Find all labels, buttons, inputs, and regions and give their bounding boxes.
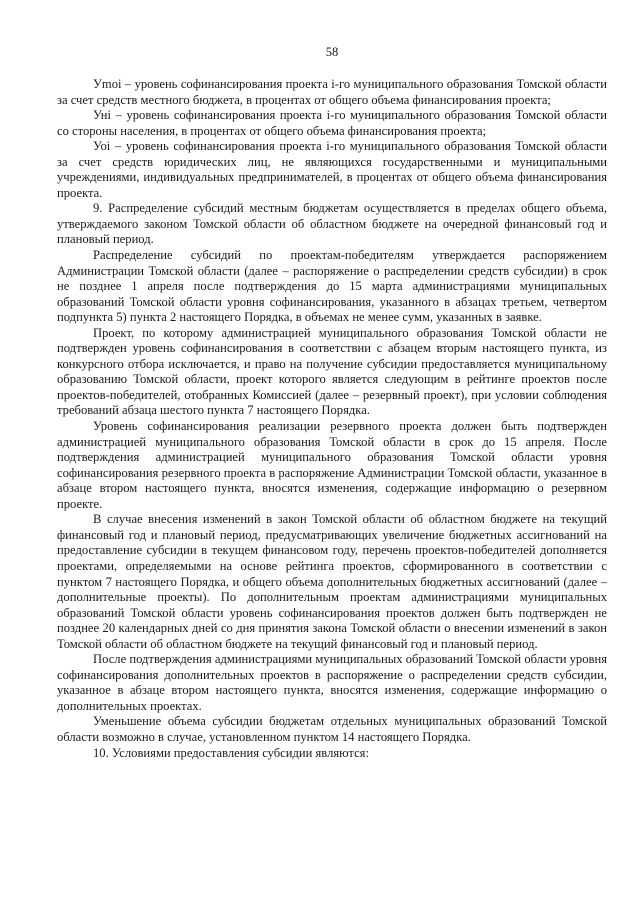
paragraph-yoi-definition: Уоі – уровень софинансирования проекта i-го муниципального образования Томской области за счет средств юридических лиц, не являющихся государственными и муниципальными учреждениями, индивидуальных предпринимателей, в процентах от общего объема финансирования проекта. [57, 139, 607, 200]
paragraph-item-9: 9. Распределение субсидий местным бюджетам осуществляется в пределах общего объема, утверждаемого законом Томской области об областном бюджете на очередной финансовый год и плановый период. [57, 201, 607, 247]
paragraph-additional-projects: В случае внесения изменений в закон Томской области об областном бюджете на текущий финансовый год и плановый период, предусматривающих увеличение бюджетных ассигнований на предоставление субсидии в текущем финансовом году, перечень проектов-победителей дополняется проектами, определяемыми на основе рейтинга проектов, сформированного в соответствии с пунктом 7 настоящего Порядка, и общего объема дополнительных бюджетных ассигнований (далее – дополнительные проекты). По дополнительным проектам администрациями муниципальных образований Томской области уровень софинансирования проектов должен быть подтвержден не позднее 20 календарных дней со дня принятия закона Томской области о внесении изменений в закон Томской области об областном бюджете на текущий финансовый год и плановый период. [57, 512, 607, 651]
page-number: 58 [325, 45, 339, 59]
paragraph-ymoi-definition: Уmoi – уровень софинансирования проекта i-го муниципального образования Томской области за счет средств местного бюджета, в процентах от общего объема финансирования проекта; [57, 77, 607, 107]
paragraph-subsidy-reduction: Уменьшение объема субсидии бюджетам отдельных муниципальных образований Томской области возможно в случае, установленном пунктом 14 настоящего Порядка. [57, 714, 607, 744]
paragraph-reserve-project: Проект, по которому администрацией муниципального образования Томской области не подтвержден уровень софинансирования в соответствии с абзацем вторым настоящего пункта, из конкурсного отбора исключается, и право на получение субсидии предоставляется муниципальному образованию Томской области, проект которого является следующим в рейтинге проектов после проектов-победителей, отобранных Комиссией (далее – резервный проект), при условии соблюдения требований абзаца шестого пункта 7 настоящего Порядка. [57, 325, 607, 418]
paragraph-item-10: 10. Условиями предоставления субсидии являются: [93, 745, 369, 760]
paragraph-yni-definition: Уні – уровень софинансирования проекта i-го муниципального образования Томской области со стороны населения, в процентах от общего объема финансирования проекта; [57, 108, 607, 138]
paragraph-reserve-cofinancing: Уровень софинансирования реализации резервного проекта должен быть подтвержден администрацией муниципального образования Томской области в срок до 15 апреля. После подтверждения администрацией муниципального образования Томской области уровня софинансирования резервного проекта в распоряжение Администрации Томской области, указанное в абзаце втором настоящего пункта, вносятся изменения, содержащие информацию о резервном проекте. [57, 419, 607, 511]
paragraph-additional-confirmation: После подтверждения администрациями муниципальных образований Томской области уровня софинансирования дополнительных проектов в распоряжение о распределении средств субсидии, указанное в абзаце втором настоящего пункта, вносятся изменения, содержащие информацию о дополнительных проектах. [57, 652, 607, 713]
paragraph-distribution-order: Распределение субсидий по проектам-победителям утверждается распоряжением Администрации Томской области (далее – распоряжение о распределении средств субсидии) в срок не позднее 1 апреля после подтверждения до 15 марта администрациями муниципальных образований Томской области уровня софинансирования, указанного в абзацах третьем, четвертом подпункта 5) пункта 2 настоящего Порядка, в объемах не менее сумм, указанных в заявке. [57, 248, 607, 325]
